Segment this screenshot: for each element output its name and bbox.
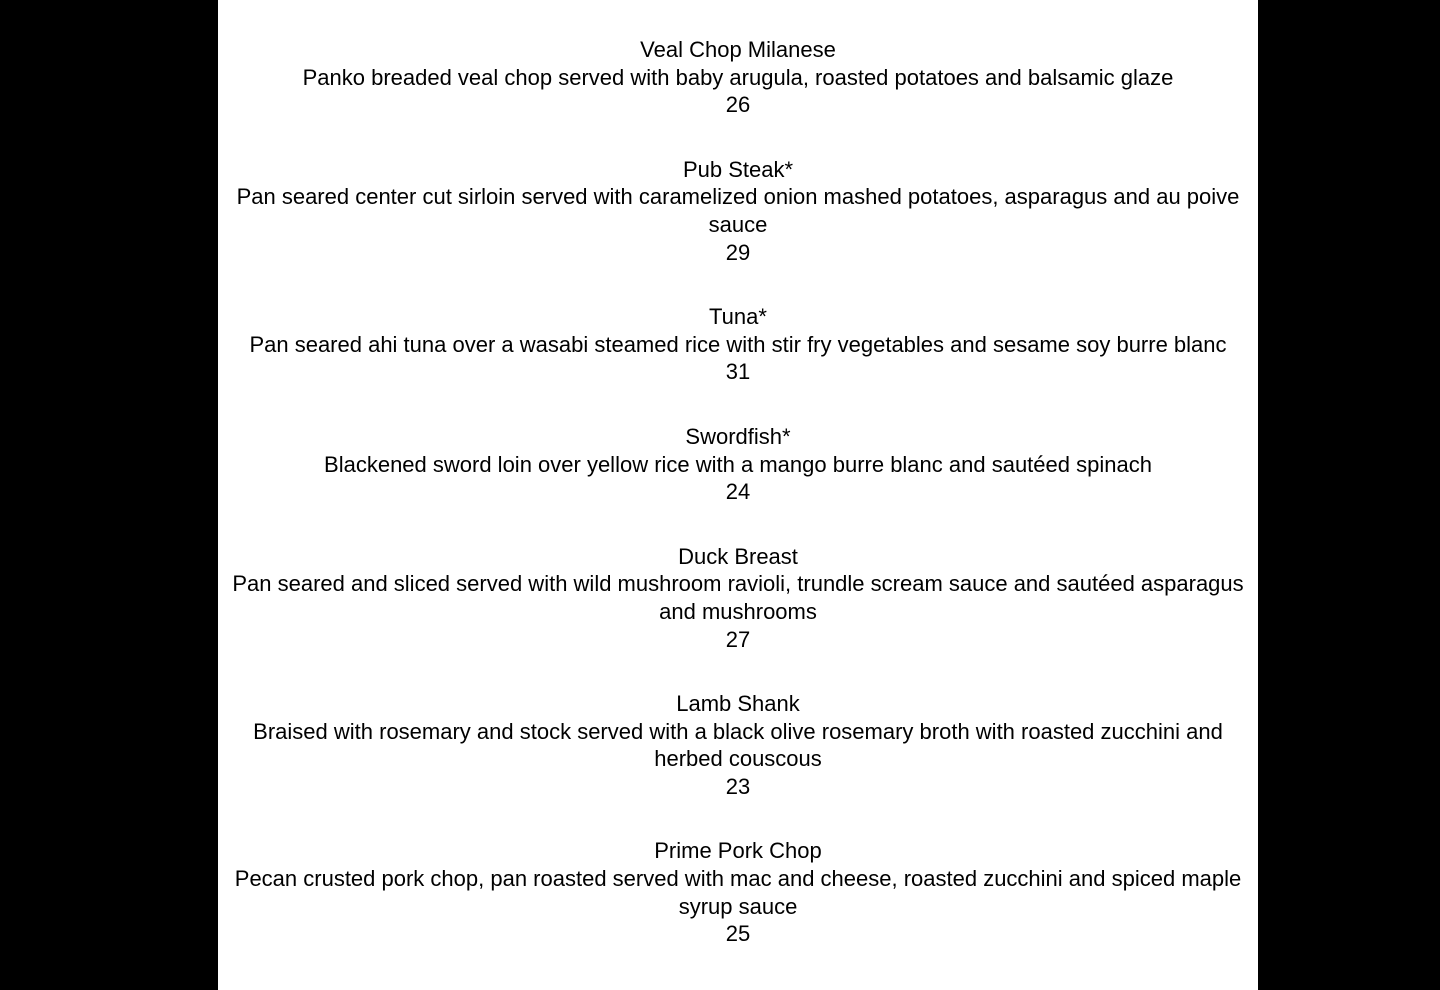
menu-item xyxy=(218,690,1258,800)
menu-list xyxy=(218,36,1258,985)
item-price: 29 xyxy=(725,239,751,265)
item-description: Panko breaded veal chop served with baby arugula, roasted potatoes and balsamic glaze xyxy=(302,64,1174,90)
item-price: 24 xyxy=(725,479,751,505)
item-description: Pan seared ahi tuna over a wasabi steamed rice with stir fry vegetables and sesame soy burre blanc xyxy=(249,331,1227,357)
item-name: Veal Chop Milanese xyxy=(640,37,836,62)
item-description: Pan seared center cut sirloin served with caramelized onion mashed potatoes, asparagus and au poive sauce xyxy=(236,184,1240,237)
item-name: Tuna* xyxy=(709,304,767,330)
menu-item xyxy=(218,837,1258,947)
item-price: 25 xyxy=(725,921,751,947)
menu-item xyxy=(218,303,1258,386)
item-price: 26 xyxy=(725,92,751,118)
item-description: Braised with rosemary and stock served with a black olive rosemary broth with roasted zucchini and herbed couscous xyxy=(253,718,1223,772)
item-price: 31 xyxy=(725,359,751,385)
item-name: Duck Breast xyxy=(678,543,798,569)
item-price: 27 xyxy=(725,626,751,652)
item-description: Pecan crusted pork chop, pan roasted served with mac and cheese, roasted zucchini and spiced maple syrup sauce xyxy=(234,866,1242,919)
item-name: Swordfish* xyxy=(685,423,791,449)
item-description: Blackened sword loin over yellow rice with a mango burre blanc and sautéed spinach xyxy=(324,451,1152,477)
item-name: Pub Steak* xyxy=(682,156,794,182)
item-price: 23 xyxy=(725,773,751,799)
menu-page xyxy=(218,0,1258,990)
item-name: Lamb Shank xyxy=(676,691,800,717)
item-description: Pan seared and sliced served with wild mushroom ravioli, trundle scream sauce and sautéed asparagus and mushrooms xyxy=(232,571,1244,624)
menu-item xyxy=(218,423,1258,506)
menu-item xyxy=(218,543,1258,653)
menu-item xyxy=(218,36,1258,119)
menu-item xyxy=(218,156,1258,266)
item-name: Prime Pork Chop xyxy=(654,838,822,864)
